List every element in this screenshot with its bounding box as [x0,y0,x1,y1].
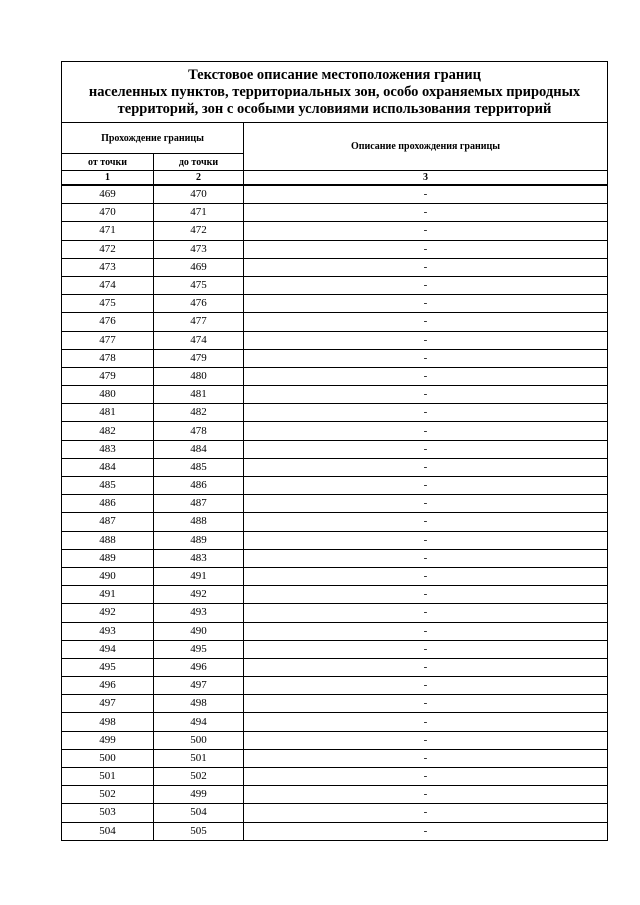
cell-description: - [244,513,608,531]
table-row [62,695,608,713]
cell-description: - [244,749,608,767]
cell-description: - [244,440,608,458]
cell-from-point: 475 [62,295,154,313]
cell-to-point: 490 [154,622,244,640]
cell-to-point: 496 [154,658,244,676]
cell-from-point: 502 [62,786,154,804]
cell-description: - [244,258,608,276]
table-row [62,513,608,531]
cell-description: - [244,731,608,749]
table-row [62,204,608,222]
cell-from-point: 476 [62,313,154,331]
cell-from-point: 499 [62,731,154,749]
cell-from-point: 497 [62,695,154,713]
cell-description: - [244,822,608,840]
cell-from-point: 478 [62,349,154,367]
table-row [62,258,608,276]
cell-to-point: 495 [154,640,244,658]
cell-from-point: 485 [62,477,154,495]
cell-description: - [244,276,608,294]
cell-from-point: 481 [62,404,154,422]
cell-description: - [244,204,608,222]
table-body [62,185,608,840]
table-row [62,313,608,331]
cell-to-point: 485 [154,458,244,476]
table-row [62,640,608,658]
table-row [62,604,608,622]
cell-description: - [244,404,608,422]
cell-description: - [244,713,608,731]
cell-description: - [244,240,608,258]
table-row [62,549,608,567]
cell-from-point: 495 [62,658,154,676]
cell-to-point: 484 [154,440,244,458]
cell-from-point: 486 [62,495,154,513]
cell-from-point: 496 [62,677,154,695]
table-row [62,495,608,513]
table-row [62,276,608,294]
cell-to-point: 493 [154,604,244,622]
cell-to-point: 475 [154,276,244,294]
cell-description: - [244,367,608,385]
cell-to-point: 471 [154,204,244,222]
cell-description: - [244,531,608,549]
table-row [62,367,608,385]
table-row [62,458,608,476]
cell-description: - [244,477,608,495]
cell-description: - [244,331,608,349]
cell-to-point: 487 [154,495,244,513]
cell-from-point: 504 [62,822,154,840]
cell-to-point: 505 [154,822,244,840]
table-row [62,567,608,585]
cell-from-point: 482 [62,422,154,440]
table-row [62,222,608,240]
cell-from-point: 494 [62,640,154,658]
cell-from-point: 487 [62,513,154,531]
cell-from-point: 473 [62,258,154,276]
cell-to-point: 488 [154,513,244,531]
cell-description: - [244,695,608,713]
header-description: Описание прохождения границы [244,123,608,171]
cell-description: - [244,622,608,640]
table-row [62,386,608,404]
cell-to-point: 497 [154,677,244,695]
cell-to-point: 500 [154,731,244,749]
table-title [62,62,608,123]
cell-from-point: 503 [62,804,154,822]
table-row [62,331,608,349]
cell-to-point: 480 [154,367,244,385]
cell-from-point: 472 [62,240,154,258]
cell-from-point: 488 [62,531,154,549]
cell-description: - [244,386,608,404]
cell-description: - [244,422,608,440]
cell-from-point: 483 [62,440,154,458]
cell-description: - [244,313,608,331]
column-number-1: 1 [62,171,154,186]
cell-from-point: 500 [62,749,154,767]
cell-to-point: 469 [154,258,244,276]
document-page [61,61,607,841]
table-row [62,240,608,258]
table-row [62,185,608,204]
cell-from-point: 493 [62,622,154,640]
table-row [62,422,608,440]
cell-from-point: 469 [62,185,154,204]
cell-to-point: 486 [154,477,244,495]
cell-from-point: 490 [62,567,154,585]
table-row [62,822,608,840]
cell-from-point: 471 [62,222,154,240]
cell-to-point: 502 [154,768,244,786]
cell-to-point: 489 [154,531,244,549]
cell-description: - [244,295,608,313]
cell-description: - [244,768,608,786]
cell-to-point: 481 [154,386,244,404]
column-number-2: 2 [154,171,244,186]
cell-from-point: 477 [62,331,154,349]
cell-description: - [244,586,608,604]
cell-to-point: 501 [154,749,244,767]
header-from-point: от точки [62,154,154,171]
cell-to-point: 492 [154,586,244,604]
column-number-3: 3 [244,171,608,186]
cell-description: - [244,458,608,476]
table-row [62,404,608,422]
cell-description: - [244,804,608,822]
table-row [62,440,608,458]
cell-from-point: 498 [62,713,154,731]
table-row [62,804,608,822]
cell-to-point: 474 [154,331,244,349]
cell-from-point: 480 [62,386,154,404]
cell-description: - [244,658,608,676]
cell-to-point: 472 [154,222,244,240]
boundary-table [61,61,608,841]
cell-from-point: 484 [62,458,154,476]
cell-description: - [244,549,608,567]
cell-to-point: 473 [154,240,244,258]
table-row [62,477,608,495]
header-passage: Прохождение границы [62,123,244,154]
cell-to-point: 483 [154,549,244,567]
table-row [62,713,608,731]
table-row [62,768,608,786]
cell-to-point: 470 [154,185,244,204]
title-line-1: Текстовое описание местоположения границ [188,66,481,83]
cell-to-point: 494 [154,713,244,731]
cell-description: - [244,567,608,585]
header-to-point: до точки [154,154,244,171]
table-row [62,586,608,604]
cell-description: - [244,185,608,204]
cell-from-point: 492 [62,604,154,622]
cell-from-point: 479 [62,367,154,385]
cell-to-point: 477 [154,313,244,331]
cell-description: - [244,349,608,367]
table-row [62,749,608,767]
cell-to-point: 478 [154,422,244,440]
table-row [62,349,608,367]
cell-from-point: 470 [62,204,154,222]
table-row [62,295,608,313]
cell-from-point: 501 [62,768,154,786]
cell-to-point: 504 [154,804,244,822]
cell-to-point: 498 [154,695,244,713]
table-row [62,786,608,804]
cell-description: - [244,677,608,695]
table-row [62,658,608,676]
table-row [62,622,608,640]
title-line-2: населенных пунктов, территориальных зон, особо охраняемых природных [88,83,581,100]
cell-description: - [244,640,608,658]
cell-to-point: 482 [154,404,244,422]
title-line-3: территорий, зон с особыми условиями использования территорий [117,100,552,117]
cell-to-point: 499 [154,786,244,804]
cell-to-point: 479 [154,349,244,367]
cell-to-point: 491 [154,567,244,585]
table-row [62,731,608,749]
cell-description: - [244,495,608,513]
cell-description: - [244,786,608,804]
cell-from-point: 489 [62,549,154,567]
cell-to-point: 476 [154,295,244,313]
cell-from-point: 474 [62,276,154,294]
cell-description: - [244,222,608,240]
cell-description: - [244,604,608,622]
table-row [62,677,608,695]
cell-from-point: 491 [62,586,154,604]
table-row [62,531,608,549]
